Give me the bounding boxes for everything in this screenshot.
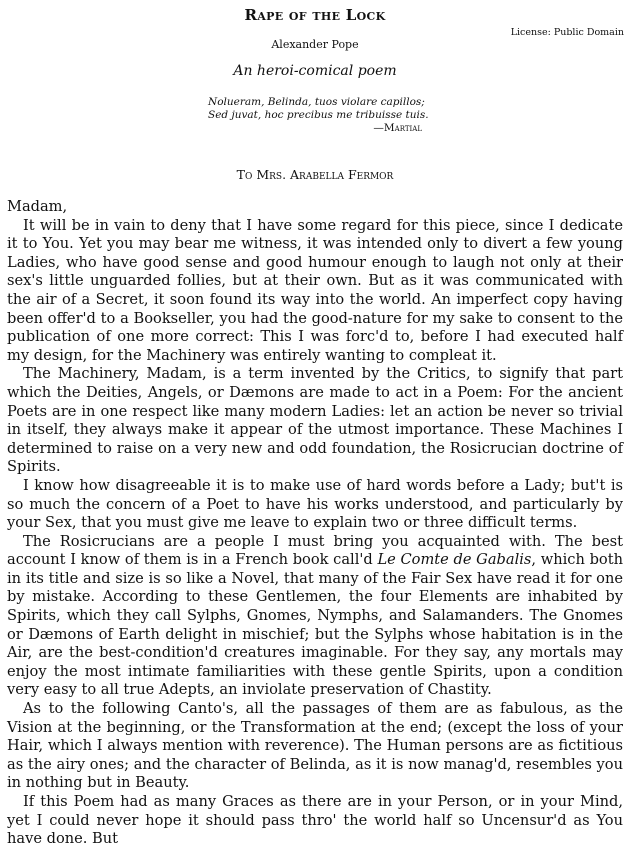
salutation: Madam, bbox=[7, 198, 68, 215]
paragraph: The Machinery, Madam, is a term invented by the Critics, to signify that part which the Deities, Angels, or Dæmons are made to act in a Poem: For the ancient Poets are in one respect like many modern Ladies: let an action be never so trivial in itself, they always make it appear of the utmost importance. These Machines I determined to raise on a very new and odd foundation, the Rosicrucian doctrine of Spirits. bbox=[7, 365, 623, 476]
epigraph-attribution: —Martial bbox=[373, 122, 422, 134]
page-title: Rape of the Lock bbox=[244, 6, 386, 24]
paragraph bbox=[7, 533, 623, 700]
epigraph bbox=[208, 96, 429, 135]
subtitle: An heroi-comical poem bbox=[233, 63, 397, 79]
epigraph-line: Nolueram, Belinda, tuos violare capillos; bbox=[208, 96, 425, 108]
dedication-heading: To Mrs. Arabella Fermor bbox=[236, 167, 394, 182]
paragraph: As to the following Canto's, all the passages of them are as fabulous, as the Vision at the beginning, or the Transformation at the end; (except the loss of your Hair, which I always mention with reverence). The Human persons are as fictitious as the airy ones; and the character of Belinda, as it is now manag'd, resembles you in nothing but in Beauty. bbox=[7, 700, 623, 792]
paragraph: If this Poem had as many Graces as there are in your Person, or in your Mind, yet I could never hope it should pass thro' the world half so Uncensur'd as You have done. But bbox=[7, 793, 623, 848]
paragraph-text: , which both in its title and size is so like a Novel, that many of the Fair Sex have read it for one by mistake. According to these Gentlemen, the four Elements are inhabited by Spirits, which they call Sylphs, Gnomes, Nymphs, and Salamanders. The Gnomes or Dæmons of Earth delight in mischief; but the Sylphs whose habitation is in the Air, are the best-condition'd creatures imaginable. For they say, any mortals may enjoy the most intimate familiarities with these gentle Spirits, upon a condition very easy to all true Adepts, an inviolate preservation of Chastity. bbox=[7, 551, 623, 699]
epigraph-line: Sed juvat, hoc precibus me tribuisse tuis. bbox=[208, 109, 429, 121]
paragraph-text: The Rosicrucians are a people I must bring you acquainted with. The best account I know of them is in a French book call'd bbox=[7, 532, 623, 569]
book-title: Le Comte de Gabalis bbox=[377, 551, 532, 569]
license-note: License: Public Domain bbox=[510, 27, 624, 38]
paragraph: I know how disagreeable it is to make use of hard words before a Lady; but't is so much the concern of a Poet to have his works understood, and particularly by your Sex, that you must give me leave to explain two or three difficult terms. bbox=[7, 476, 623, 532]
author-name: Alexander Pope bbox=[271, 38, 359, 51]
dedicatory-letter bbox=[7, 198, 623, 849]
paragraph: It will be in vain to deny that I have some regard for this piece, since I dedicate it to You. Yet you may bear me witness, it was intended only to divert a few young Ladies, who have good sense and good humour enough to laugh not only at their sex's little unguarded follies, but at their own. But as it was communicated with the air of a Secret, it soon found its way into the world. An imperfect copy having been offer'd to a Bookseller, you had the good-nature for my sake to consent to the publication of one more correct: This I was forc'd to, before I had executed half my design, for the Machinery was entirely wanting to compleat it. bbox=[7, 216, 623, 364]
